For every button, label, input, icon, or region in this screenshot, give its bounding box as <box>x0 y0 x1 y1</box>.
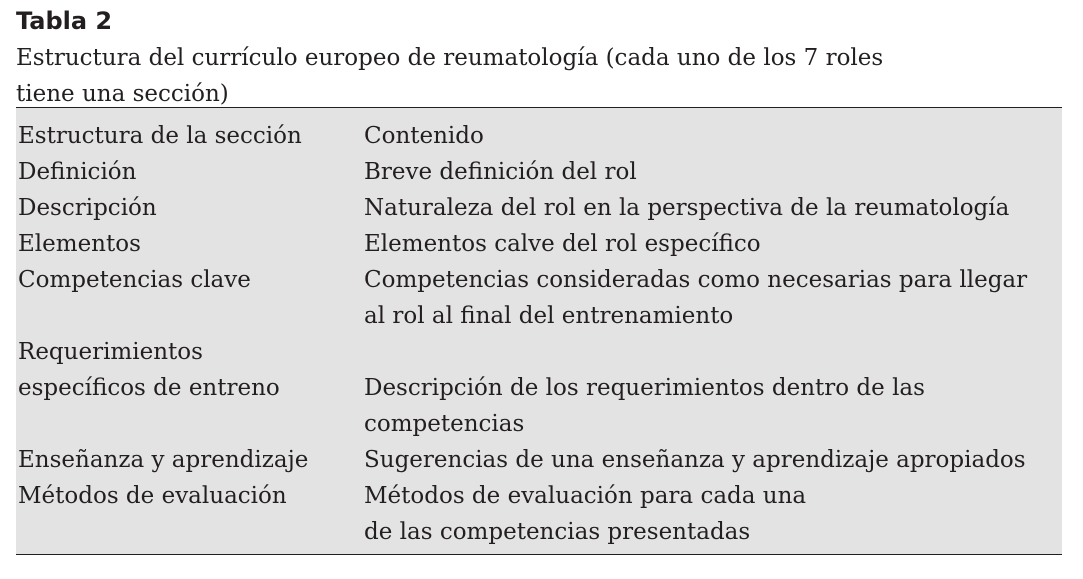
cell-line: Definición <box>18 159 137 185</box>
cell-section <box>16 154 364 190</box>
cell-line: Requerimientos <box>18 339 203 365</box>
table-caption <box>16 40 976 112</box>
cell-content <box>364 154 1062 190</box>
cell-content <box>364 478 1062 550</box>
cell-line: Descripción <box>18 195 157 221</box>
cell-line: Descripción de los requerimientos dentro de las <box>364 375 925 401</box>
header-section: Estructura de la sección <box>18 123 302 149</box>
cell-line: Elementos calve del rol específico <box>364 231 761 257</box>
cell-section <box>16 478 364 550</box>
cell-line: Competencias consideradas como necesarias para llegar <box>364 267 1028 293</box>
cell-line: Métodos de evaluación para cada una <box>364 483 807 509</box>
caption-line-2: tiene una sección) <box>16 81 229 107</box>
cell-section <box>16 226 364 262</box>
cell-line: competencias <box>364 411 525 437</box>
cell-spacer <box>364 334 1058 370</box>
cell-line: Elementos <box>18 231 141 257</box>
cell-section <box>16 334 364 442</box>
header-content: Contenido <box>364 123 484 149</box>
cell-line: de las competencias presentadas <box>364 519 751 545</box>
table-row-competencias <box>16 262 1062 334</box>
cell-line: al rol al final del entrenamiento <box>364 303 734 329</box>
cell-line: Métodos de evaluación <box>18 483 287 509</box>
cell-line: Sugerencias de una enseñanza y aprendizaje apropiados <box>364 447 1026 473</box>
cell-content <box>364 334 1062 442</box>
cell-line: Competencias clave <box>18 267 251 293</box>
cell-section <box>16 262 364 334</box>
table-number: Tabla 2 <box>16 7 113 35</box>
caption-line-1: Estructura del currículo europeo de reumatología (cada uno de los 7 roles <box>16 45 884 71</box>
cell-content <box>364 226 1062 262</box>
cell-content <box>364 190 1062 226</box>
table-row-descripcion <box>16 190 1062 226</box>
cell-section <box>16 190 364 226</box>
cell-line: específicos de entreno <box>18 375 280 401</box>
table-row-metodos <box>16 478 1062 550</box>
cell-content <box>364 442 1062 478</box>
cell-line: Naturaleza del rol en la perspectiva de la reumatología <box>364 195 1010 221</box>
cell-line: Breve definición del rol <box>364 159 637 185</box>
cell-content <box>364 262 1062 334</box>
table-row-elementos <box>16 226 1062 262</box>
table-row-requerimientos <box>16 334 1062 442</box>
table-row-definicion <box>16 154 1062 190</box>
table-header-row <box>16 118 1062 154</box>
cell-line: Enseñanza y aprendizaje <box>18 447 309 473</box>
cell-section <box>16 442 364 478</box>
curriculum-structure-table <box>16 107 1062 555</box>
table-row-ensenanza <box>16 442 1062 478</box>
table-body <box>16 118 1062 550</box>
